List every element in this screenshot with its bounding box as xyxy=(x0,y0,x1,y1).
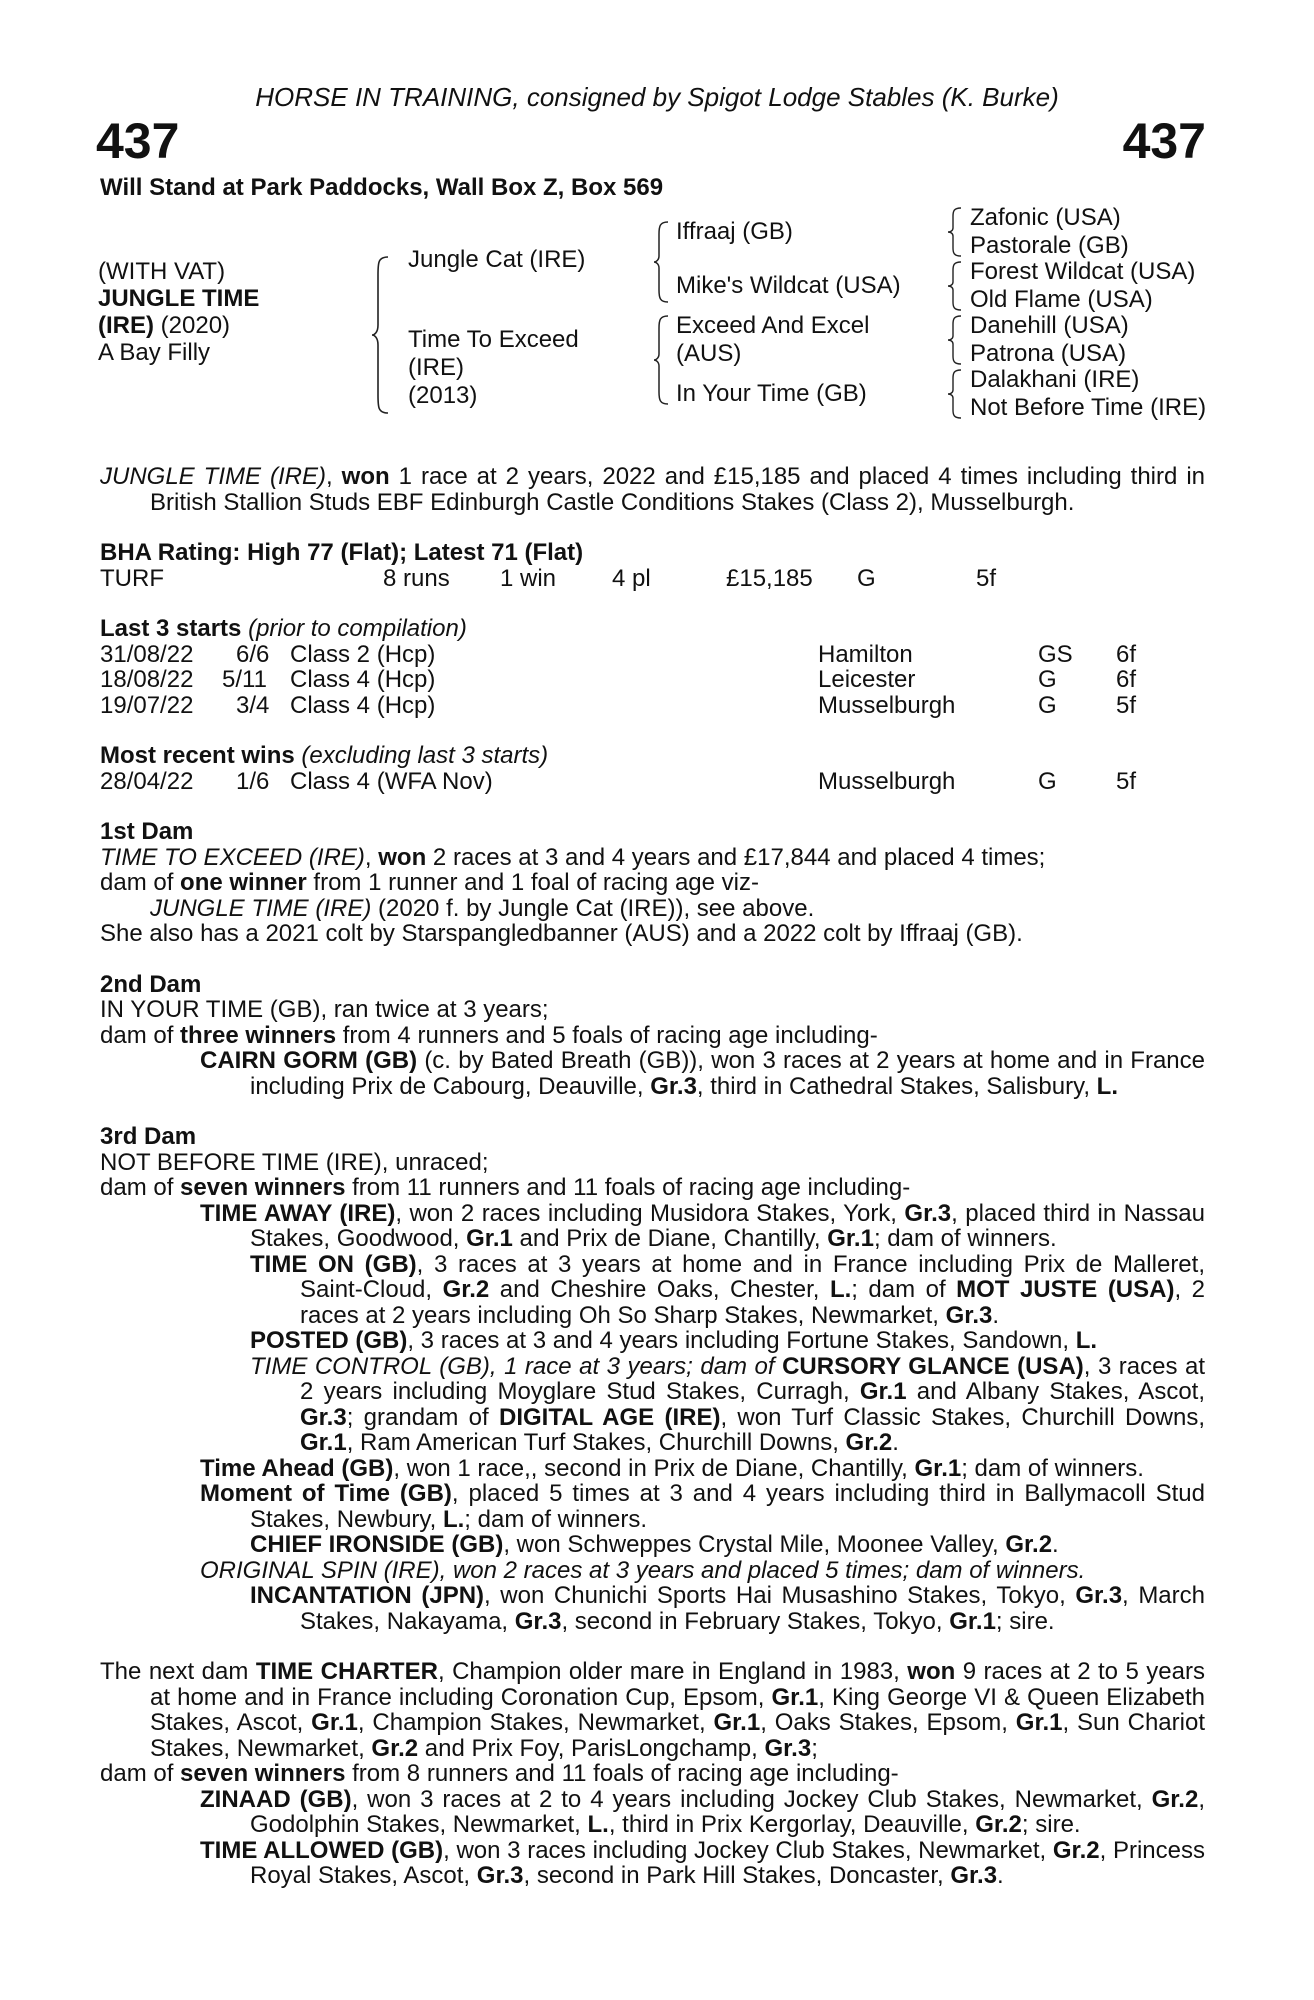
dam-line-brace xyxy=(652,314,672,406)
second-dam-produce: dam of three winners from 4 runners and 5 foals of racing age including- xyxy=(100,1021,878,1049)
dam-dam: In Your Time (GB) xyxy=(676,380,867,407)
lot-number-right: 437 xyxy=(1122,113,1206,169)
produce-entry: ZINAAD (GB), won 3 races at 2 to 4 years including Jockey Club Stakes, Newmarket, Gr.2, Godolphin Stakes, Newmarket, L., third in Prix Kergorlay, Deauville, Gr.2; sire. xyxy=(200,1785,1205,1838)
produce-entry: Time Ahead (GB), won 1 race,, second in Prix de Diane, Chantilly, Gr.1; dam of winners. xyxy=(200,1454,1144,1482)
sire-dam-brace xyxy=(370,255,394,415)
bha-rating: BHA Rating: High 77 (Flat); Latest 71 (Flat) xyxy=(100,539,584,566)
produce-entry: Moment of Time (GB), placed 5 times at 3 and 4 years including third in Ballymacoll Stud Stakes, Newbury, L.; dam of winners. xyxy=(200,1480,1206,1533)
sire: Jungle Cat (IRE) xyxy=(408,246,586,273)
recent-wins-heading: Most recent wins (excluding last 3 starts) xyxy=(100,742,549,769)
produce-entry: TIME ON (GB), 3 races at 3 years at home and in France including Prix de Malleret, Saint-Cloud, Gr.2 and Cheshire Oaks, Chester, L.; dam of MOT JUSTE (USA), 2 races at 2 years including Oh So Sharp Stakes, Newmarket, Gr.3. xyxy=(250,1250,1205,1329)
first-dam-line: TIME TO EXCEED (IRE), won 2 races at 3 and 4 years and £17,844 and placed 4 times; xyxy=(100,843,1046,871)
win-row: 28/04/22 1/6 Class 4 (WFA Nov) Musselburgh G 5f xyxy=(100,767,1137,795)
g-brace-4 xyxy=(946,368,964,420)
last-starts-heading: Last 3 starts (prior to compilation) xyxy=(100,615,467,642)
produce-entry: POSTED (GB), 3 races at 3 and 4 years including Fortune Stakes, Sandown, L. xyxy=(250,1327,1098,1354)
start-row: 18/08/22 5/11 Class 4 (Hcp) Leicester G 6f xyxy=(100,666,1137,693)
produce-entry: TIME ALLOWED (GB), won 3 races including Jockey Club Stakes, Newmarket, Gr.2, Princess Royal Stakes, Ascot, Gr.3, second in Park Hill Stakes, Doncaster, Gr.3. xyxy=(200,1836,1205,1889)
dam-sire-line2: (AUS) xyxy=(676,340,742,367)
sire-line-brace xyxy=(652,220,672,304)
horse-name: JUNGLE TIME xyxy=(98,285,260,312)
dam-sire-line1: Exceed And Excel xyxy=(676,312,870,339)
second-dam-line: IN YOUR TIME (GB), ran twice at 3 years; xyxy=(100,996,549,1023)
produce-entry: TIME CONTROL (GB), 1 race at 3 years; dam of CURSORY GLANCE (USA), 3 races at 2 years including Moyglare Stud Stakes, Curragh, Gr.1 and Albany Stakes, Ascot, Gr.3; grandam of DIGITAL AGE (IRE), won Turf Classic Stakes, Churchill Downs, Gr.1, Ram American Turf Stakes, Churchill Downs, Gr.2. xyxy=(250,1352,1206,1456)
turf-record: TURF 8 runs 1 win 4 pl £15,185 G 5f xyxy=(100,564,997,592)
next-dam-produce: dam of seven winners from 8 runners and 11 foals of racing age including- xyxy=(100,1760,899,1787)
start-row: 19/07/22 3/4 Class 4 (Hcp) Musselburgh G 5f xyxy=(100,691,1137,719)
catalogue-text xyxy=(100,464,1205,1889)
grandsire-8: Not Before Time (IRE) xyxy=(970,394,1207,421)
g-brace-2 xyxy=(946,260,964,312)
third-dam-line: NOT BEFORE TIME (IRE), unraced; xyxy=(100,1148,489,1176)
horse-description: A Bay Filly xyxy=(98,339,211,366)
grandsire-4: Old Flame (USA) xyxy=(970,286,1153,313)
start-row: 31/08/22 6/6 Class 2 (Hcp) Hamilton GS 6f xyxy=(100,640,1137,668)
g-brace-1 xyxy=(946,206,964,258)
first-dam-foal: JUNGLE TIME (IRE) (2020 f. by Jungle Cat (IRE)), see above. xyxy=(150,894,815,922)
horse-name-suffix: (IRE) (2020) xyxy=(98,312,231,339)
sire-dam: Mike's Wildcat (USA) xyxy=(676,272,901,299)
grandsire-7: Dalakhani (IRE) xyxy=(970,366,1140,393)
grandsire-5: Danehill (USA) xyxy=(970,312,1129,339)
next-dam-paragraph: The next dam TIME CHARTER, Champion older mare in England in 1983, won 9 races at 2 to 5 years at home and in France including Coronation Cup, Epsom, Gr.1, King George VI & Queen Elizabeth Stakes, Ascot, Gr.1, Champion Stakes, Newmarket, Gr.1, Oaks Stakes, Epsom, Gr.1, Sun Chariot Stakes, Newmarket, Gr.2 and Prix Foy, ParisLongchamp, Gr.3; xyxy=(100,1658,1206,1762)
produce-entry: TIME AWAY (IRE), won 2 races including Musidora Stakes, York, Gr.3, placed third in Nassau Stakes, Goodwood, Gr.1 and Prix de Diane, Chantilly, Gr.1; dam of winners. xyxy=(200,1199,1205,1252)
sire-sire: Iffraaj (GB) xyxy=(676,218,793,245)
produce-entry: ORIGINAL SPIN (IRE), won 2 races at 3 years and placed 5 times; dam of winners. xyxy=(200,1556,1086,1584)
produce-entry: CHIEF IRONSIDE (GB), won Schweppes Crystal Mile, Moonee Valley, Gr.2. xyxy=(250,1531,1059,1558)
consignment-header: HORSE IN TRAINING, consigned by Spigot Lodge Stables (K. Burke) xyxy=(255,82,1059,112)
dam-line3: (2013) xyxy=(408,382,478,409)
g-brace-3 xyxy=(946,314,964,366)
stand-location: Will Stand at Park Paddocks, Wall Box Z, Box 569 xyxy=(100,174,664,201)
grandsire-1: Zafonic (USA) xyxy=(970,204,1121,231)
grandsire-2: Pastorale (GB) xyxy=(970,232,1129,259)
first-dam-produce: dam of one winner from 1 runner and 1 foal of racing age viz- xyxy=(100,869,759,896)
grandsire-6: Patrona (USA) xyxy=(970,340,1127,367)
first-dam-also: She also has a 2021 colt by Starspangledbanner (AUS) and a 2022 colt by Iffraaj (GB). xyxy=(100,920,1023,947)
lot-number-left: 437 xyxy=(96,113,180,169)
dam-line1: Time To Exceed xyxy=(408,326,579,353)
grandsire-3: Forest Wildcat (USA) xyxy=(970,258,1196,285)
dam-line2: (IRE) xyxy=(408,354,464,381)
racing-summary: JUNGLE TIME (IRE), won 1 race at 2 years, 2022 and £15,185 and placed 4 times including third in British Stallion Studs EBF Edinburgh Castle Conditions Stakes (Class 2), Musselburgh. xyxy=(100,463,1206,516)
produce-entry: INCANTATION (JPN), won Chunichi Sports Hai Musashino Stakes, Tokyo, Gr.3, March Stakes, Nakayama, Gr.3, second in February Stakes, Tokyo, Gr.1; sire. xyxy=(250,1582,1205,1635)
second-dam-winner: CAIRN GORM (GB) (c. by Bated Breath (GB)), won 3 races at 2 years at home and in France including Prix de Cabourg, Deauville, Gr.3, third in Cathedral Stakes, Salisbury, L. xyxy=(200,1047,1205,1100)
second-dam-heading: 2nd Dam xyxy=(100,970,202,998)
vat-note: (WITH VAT) xyxy=(98,258,226,285)
third-dam-produce: dam of seven winners from 11 runners and 11 foals of racing age including- xyxy=(100,1174,911,1201)
third-dam-heading: 3rd Dam xyxy=(100,1123,197,1150)
first-dam-heading: 1st Dam xyxy=(100,818,194,845)
